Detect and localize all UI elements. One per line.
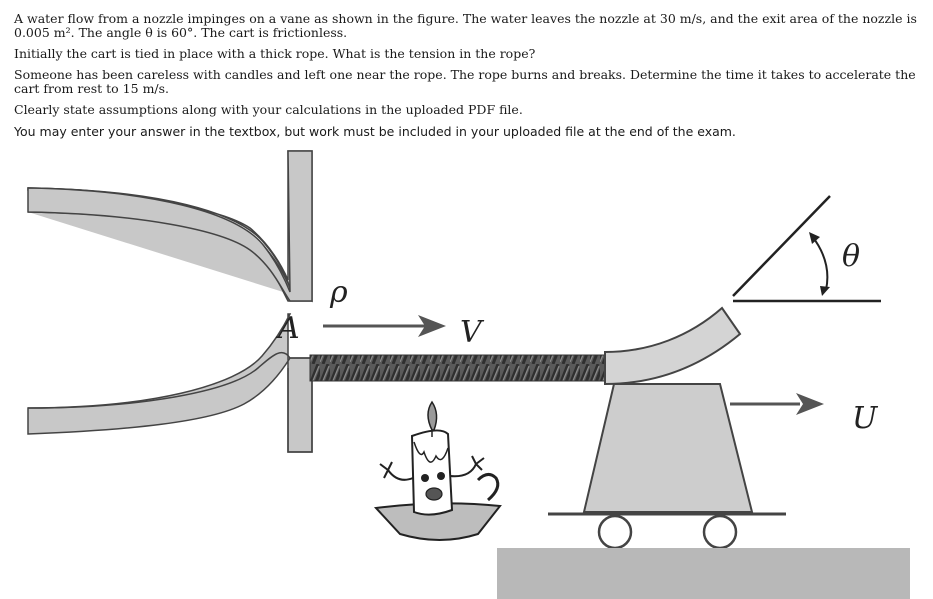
candle-illustration (372, 400, 504, 548)
cart-wheel-left (599, 516, 631, 548)
angle-incline-line (733, 196, 830, 296)
question-paragraph-1: A water flow from a nozzle impinges on a vane as shown in the figure. The water leaves the nozzle at 30 m/s, and the exit area of the nozzle is 0.005 m². The angle θ is 60°. The cart is frictionless. (14, 11, 917, 40)
rope (310, 355, 606, 381)
label-theta: θ (842, 239, 861, 274)
label-area: A (278, 311, 300, 346)
angle-arc (812, 236, 827, 290)
cart-body (584, 384, 752, 512)
ground (497, 548, 910, 599)
nozzle-lower-wall (28, 314, 312, 452)
answer-instruction: You may enter your answer in the textbox, but work must be included in your uploaded file at the end of the exam. (14, 124, 736, 139)
question-paragraph-3: Someone has been careless with candles and left one near the rope. The rope burns and breaks. Determine the time it takes to accelerate the cart from rest to 15 m/s. (14, 67, 916, 96)
question-paragraph-2: Initially the cart is tied in place with a thick rope. What is the tension in the rope? (14, 46, 536, 61)
cart-wheel-right (704, 516, 736, 548)
label-cart-velocity: U (852, 401, 878, 436)
vane (605, 308, 740, 384)
question-paragraph-4: Clearly state assumptions along with your calculations in the uploaded PDF file. (14, 102, 523, 117)
label-rho: ρ (330, 275, 348, 310)
label-velocity: V (460, 315, 482, 350)
